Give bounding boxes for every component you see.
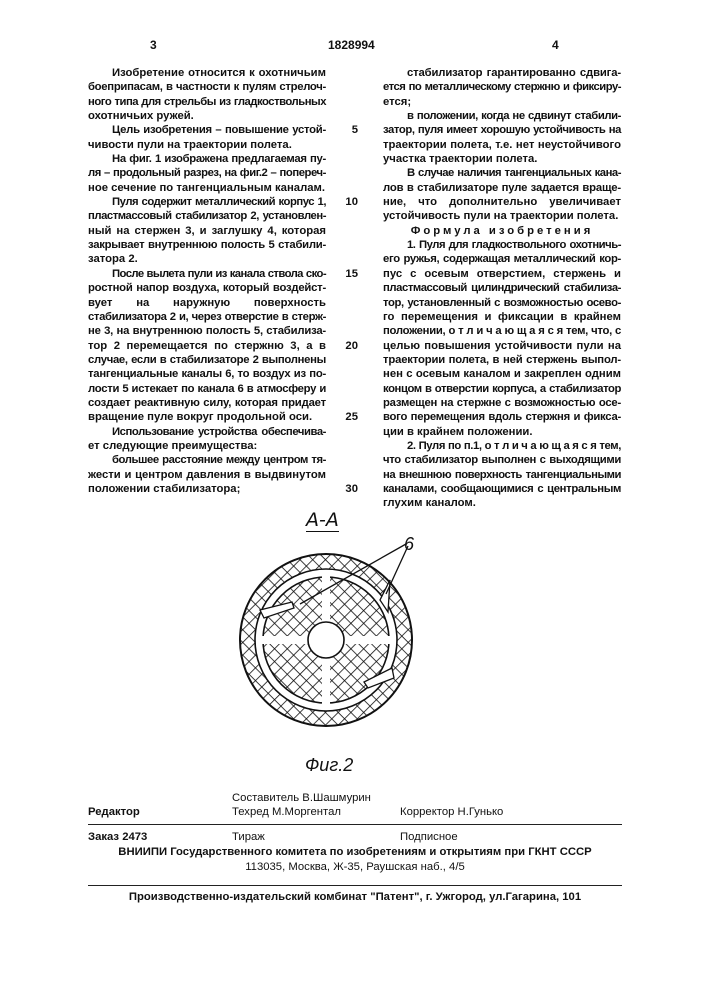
text-line: охотничьих ружей.: [88, 109, 326, 123]
techred: Техред М.Моргентал: [232, 806, 341, 818]
text-line: лов в стабилизаторе пуле задается враще-: [383, 181, 621, 195]
text-line: вращение пуле вокруг продольной оси.: [88, 410, 326, 424]
cross-section-figure: [230, 540, 430, 740]
section-heading: Формула изобретения: [383, 224, 621, 238]
circulation: Тираж: [232, 831, 265, 843]
text-line: глухим каналом.: [383, 496, 621, 510]
text-line: затора 2.: [88, 252, 326, 266]
divider: [88, 885, 622, 886]
page-number-left: 3: [150, 38, 157, 52]
text-line: ется по металлическому стержню и фиксиру-: [383, 80, 621, 94]
text-line: ное сечение по тангенциальным каналам.: [88, 181, 326, 195]
text-line: Использование устройства обеспечива-: [88, 425, 326, 439]
text-line: жести и центром давления в выдвинутом: [88, 468, 326, 482]
line-number: 5: [338, 123, 358, 137]
text-line: устойчивость пули на траектории полета.: [383, 209, 621, 223]
text-line: 1. Пуля для гладкоствольного охотничь-: [383, 238, 621, 252]
text-line: нен с осевым каналом и закреплен одним: [383, 367, 621, 381]
text-line: концом в отверстии корпуса, а стабилизатор: [383, 382, 621, 396]
page-number-right: 4: [552, 38, 559, 52]
text-line: ции в крайнем положении.: [383, 425, 621, 439]
publisher: Производственно-издательский комбинат "Патент", г. Ужгород, ул.Гагарина, 101: [88, 891, 622, 903]
text-line: каналами, сообщающимися с центральным: [383, 482, 621, 496]
text-line: ростной напор воздуха, который воздейст-: [88, 281, 326, 295]
text-line: пластмассовый стабилизатор 2, установлен-: [88, 209, 326, 223]
text-line: На фиг. 1 изображена предлагаемая пу-: [88, 152, 326, 166]
left-text-column: [88, 66, 326, 496]
text-line: случае, если в стабилизаторе 2 выполнены: [88, 353, 326, 367]
text-line: боеприпасам, в частности к пулям стрелоч-: [88, 80, 326, 94]
text-line: тангенциальные каналы 6, то воздух из по-: [88, 367, 326, 381]
text-line: пус с осевым отверстием, стержень и: [383, 267, 621, 281]
editor: Редактор: [88, 806, 140, 818]
text-line: создает реактивную силу, которая придает: [88, 396, 326, 410]
compiler: Составитель В.Шашмурин: [232, 792, 371, 804]
subscription: Подписное: [400, 831, 458, 843]
text-line: траектории полета, т.е. нет неустойчивого: [383, 138, 621, 152]
line-number: 30: [338, 482, 358, 496]
text-line: ет следующие преимущества:: [88, 439, 326, 453]
corrector: Корректор Н.Гунько: [400, 806, 503, 818]
text-line: не 3, на внутреннюю полость 5, стабилиза-: [88, 324, 326, 338]
central-hole: [308, 622, 344, 658]
divider: [88, 824, 622, 825]
text-line: Пуля содержит металлический корпус 1,: [88, 195, 326, 209]
text-line: ного типа для стрельбы из гладкоствольных: [88, 95, 326, 109]
text-line: пластмассовый цилиндрический стабилиза-: [383, 281, 621, 295]
text-line: в положении, когда не сдвинут стабили-: [383, 109, 621, 123]
text-line: В случае наличия тангенциальных кана-: [383, 166, 621, 180]
text-line: го перемещения и фиксации в крайнем: [383, 310, 621, 324]
order: Заказ 2473: [88, 831, 147, 843]
text-line: траектории полета, в ней стержень выпол-: [383, 353, 621, 367]
patent-number: 1828994: [328, 38, 375, 52]
text-line: положении, о т л и ч а ю щ а я с я тем, что, с: [383, 324, 621, 338]
text-line: стабилизатора 2 и, через отверстие в стерж-: [88, 310, 326, 324]
text-line: Цель изобретения – повышение устой-: [88, 123, 326, 137]
text-line: размещен на стержне с возможностью осе-: [383, 396, 621, 410]
text-line: закрывает внутреннюю полость 5 стабили-: [88, 238, 326, 252]
address: 113035, Москва, Ж-35, Раушская наб., 4/5: [88, 861, 622, 873]
text-line: стабилизатор гарантированно сдвига-: [383, 66, 621, 80]
line-number: 20: [338, 339, 358, 353]
text-line: После вылета пули из канала ствола ско-: [88, 267, 326, 281]
text-line: ние, что дополнительно увеличивает: [383, 195, 621, 209]
text-line: положении стабилизатора;: [88, 482, 326, 496]
text-line: на внешнюю поверхность тангенциальными: [383, 468, 621, 482]
text-line: целью повышения устойчивости пули на: [383, 339, 621, 353]
text-line: ется;: [383, 95, 621, 109]
text-line: вует на наружную поверхность: [88, 296, 326, 310]
text-line: ля – продольный разрез, на фиг.2 – попереч-: [88, 166, 326, 180]
line-number: 15: [338, 267, 358, 281]
text-line: 2. Пуля по п.1, о т л и ч а ю щ а я с я тем,: [383, 439, 621, 453]
right-text-column: [383, 66, 621, 511]
text-line: чивости пули на траектории полета.: [88, 138, 326, 152]
text-line: ный на стержен 3, и заглушку 4, которая: [88, 224, 326, 238]
section-label: А-А: [306, 509, 339, 532]
text-line: его ружья, содержащая металлический кор-: [383, 252, 621, 266]
text-line: тор, установленный с возможностью осево-: [383, 296, 621, 310]
line-number: 25: [338, 410, 358, 424]
institute: ВНИИПИ Государственного комитета по изобретениям и открытиям при ГКНТ СССР: [88, 846, 622, 858]
line-number: 10: [338, 195, 358, 209]
text-line: лости 5 истекает по канала 6 в атмосферу и: [88, 382, 326, 396]
text-line: затор, пуля имеет хорошую устойчивость на: [383, 123, 621, 137]
text-line: тор 2 перемещается по стержню 3, а в: [88, 339, 326, 353]
figure-caption: Фиг.2: [305, 755, 353, 776]
text-line: что стабилизатор выполнен с выходящими: [383, 453, 621, 467]
callout-label: 6: [404, 534, 414, 555]
text-line: большее расстояние между центром тя-: [88, 453, 326, 467]
text-line: участка траектории полета.: [383, 152, 621, 166]
text-line: Изобретение относится к охотничьим: [88, 66, 326, 80]
text-line: вого перемещения вдоль стержня и фикса-: [383, 410, 621, 424]
